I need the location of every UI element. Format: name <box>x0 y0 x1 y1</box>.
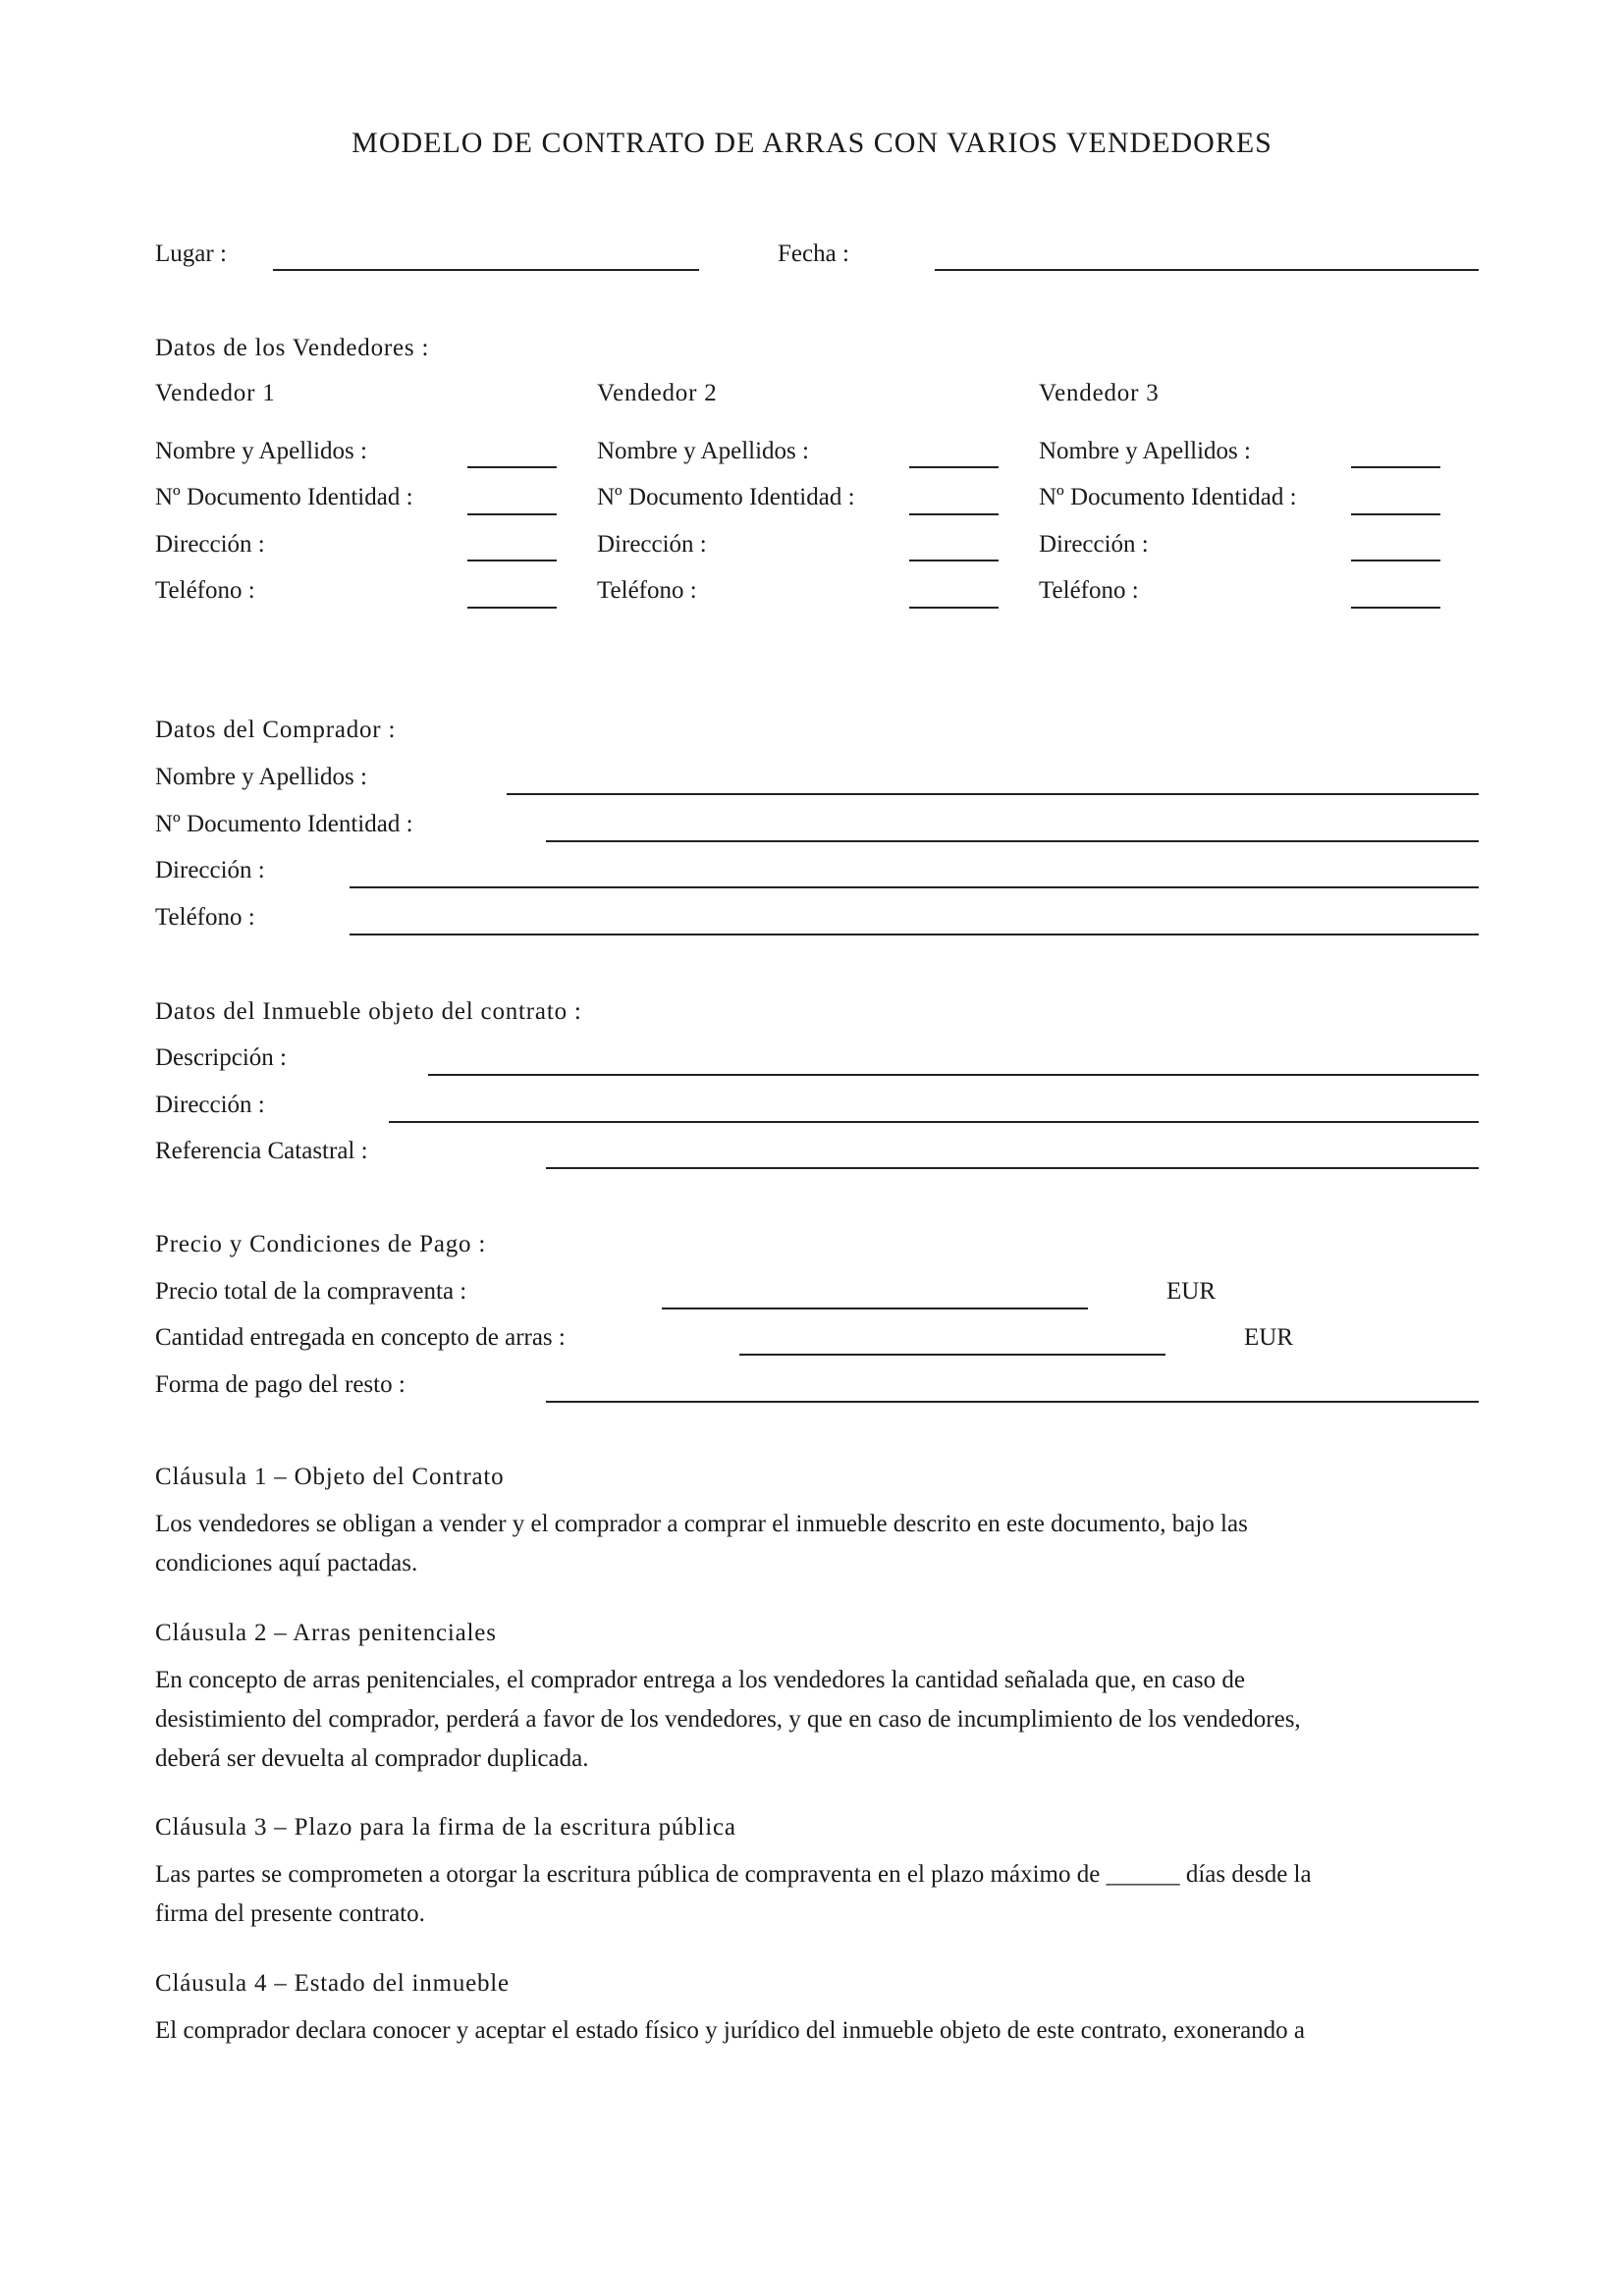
property-address-label: Dirección : <box>155 1092 265 1118</box>
clause-2-title: Cláusula 2 – Arras penitenciales <box>155 1620 497 1646</box>
clause-1-text <box>155 1505 1471 1583</box>
sellers-heading: Datos de los Vendedores : <box>155 335 430 361</box>
buyer-id-field[interactable] <box>546 840 1479 842</box>
buyer-id-label: Nº Documento Identidad : <box>155 811 413 837</box>
property-address-field[interactable] <box>389 1121 1479 1123</box>
clause-1-line: condiciones aquí pactadas. <box>155 1550 418 1576</box>
seller-2-name-label: Nombre y Apellidos : <box>597 438 809 464</box>
clause-4-line: El comprador declara conocer y aceptar el estado físico y jurídico del inmueble objeto de este contrato, exonerando a <box>155 2017 1306 2044</box>
seller-3-address-label: Dirección : <box>1039 531 1149 558</box>
seller-3-phone-field[interactable] <box>1351 607 1440 609</box>
seller-3-name-field[interactable] <box>1351 466 1440 468</box>
seller-2-id-field[interactable] <box>909 513 999 515</box>
clause-4-text <box>155 2011 1471 2051</box>
property-heading: Datos del Inmueble objeto del contrato : <box>155 998 582 1025</box>
clause-3-text <box>155 1855 1471 1934</box>
seller-2-phone-field[interactable] <box>909 607 999 609</box>
property-cadastral-label: Referencia Catastral : <box>155 1138 368 1164</box>
buyer-address-label: Dirección : <box>155 857 265 883</box>
clause-2-text <box>155 1661 1471 1779</box>
property-description-field[interactable] <box>428 1074 1479 1076</box>
buyer-phone-field[interactable] <box>350 934 1479 935</box>
seller-3-title: Vendedor 3 <box>1039 380 1160 406</box>
property-cadastral-field[interactable] <box>546 1167 1479 1169</box>
seller-2-name-field[interactable] <box>909 466 999 468</box>
fecha-label: Fecha : <box>778 240 849 267</box>
seller-3-name-label: Nombre y Apellidos : <box>1039 438 1251 464</box>
price-rest-field[interactable] <box>546 1401 1479 1403</box>
price-total-label: Precio total de la compraventa : <box>155 1278 467 1305</box>
seller-3-id-field[interactable] <box>1351 513 1440 515</box>
seller-1-id-label: Nº Documento Identidad : <box>155 484 413 510</box>
seller-1-address-field[interactable] <box>467 560 557 561</box>
seller-3-phone-label: Teléfono : <box>1039 577 1139 604</box>
price-arras-field[interactable] <box>739 1354 1165 1356</box>
clause-2-line: En concepto de arras penitenciales, el comprador entrega a los vendedores la cantidad señalada que, en caso de <box>155 1667 1245 1693</box>
seller-1-name-field[interactable] <box>467 466 557 468</box>
property-description-label: Descripción : <box>155 1044 287 1071</box>
price-heading: Precio y Condiciones de Pago : <box>155 1231 487 1257</box>
buyer-phone-label: Teléfono : <box>155 904 255 931</box>
price-total-currency: EUR <box>1166 1278 1216 1305</box>
fecha-field[interactable] <box>935 269 1479 271</box>
clause-1-line: Los vendedores se obligan a vender y el comprador a comprar el inmueble descrito en este documento, bajo las <box>155 1511 1248 1537</box>
seller-2-address-label: Dirección : <box>597 531 707 558</box>
price-arras-currency: EUR <box>1244 1324 1293 1351</box>
buyer-name-field[interactable] <box>507 793 1479 795</box>
seller-3-address-field[interactable] <box>1351 560 1440 561</box>
page-title: MODELO DE CONTRATO DE ARRAS CON VARIOS VENDEDORES <box>352 127 1272 159</box>
buyer-address-field[interactable] <box>350 886 1479 888</box>
clause-3-line: firma del presente contrato. <box>155 1900 425 1927</box>
price-arras-label: Cantidad entregada en concepto de arras : <box>155 1324 566 1351</box>
seller-1-title: Vendedor 1 <box>155 380 276 406</box>
clause-2-line: desistimiento del comprador, perderá a favor de los vendedores, y que en caso de incumplimiento de los vendedores, <box>155 1706 1301 1733</box>
seller-1-phone-label: Teléfono : <box>155 577 255 604</box>
seller-1-phone-field[interactable] <box>467 607 557 609</box>
seller-1-id-field[interactable] <box>467 513 557 515</box>
lugar-field[interactable] <box>273 269 699 271</box>
seller-2-address-field[interactable] <box>909 560 999 561</box>
seller-2-phone-label: Teléfono : <box>597 577 697 604</box>
clause-1-title: Cláusula 1 – Objeto del Contrato <box>155 1464 505 1490</box>
clause-3-line: Las partes se comprometen a otorgar la escritura pública de compraventa en el plazo máximo de ______ días desde la <box>155 1861 1312 1888</box>
seller-2-id-label: Nº Documento Identidad : <box>597 484 855 510</box>
buyer-heading: Datos del Comprador : <box>155 717 397 743</box>
seller-1-name-label: Nombre y Apellidos : <box>155 438 367 464</box>
clause-2-line: deberá ser devuelta al comprador duplicada. <box>155 1745 589 1772</box>
buyer-name-label: Nombre y Apellidos : <box>155 764 367 790</box>
seller-1-address-label: Dirección : <box>155 531 265 558</box>
price-total-field[interactable] <box>662 1308 1088 1309</box>
seller-3-id-label: Nº Documento Identidad : <box>1039 484 1297 510</box>
seller-2-title: Vendedor 2 <box>597 380 718 406</box>
clause-3-title: Cláusula 3 – Plazo para la firma de la escritura pública <box>155 1814 736 1841</box>
lugar-label: Lugar : <box>155 240 227 267</box>
price-rest-label: Forma de pago del resto : <box>155 1371 406 1398</box>
clause-4-title: Cláusula 4 – Estado del inmueble <box>155 1970 510 1997</box>
